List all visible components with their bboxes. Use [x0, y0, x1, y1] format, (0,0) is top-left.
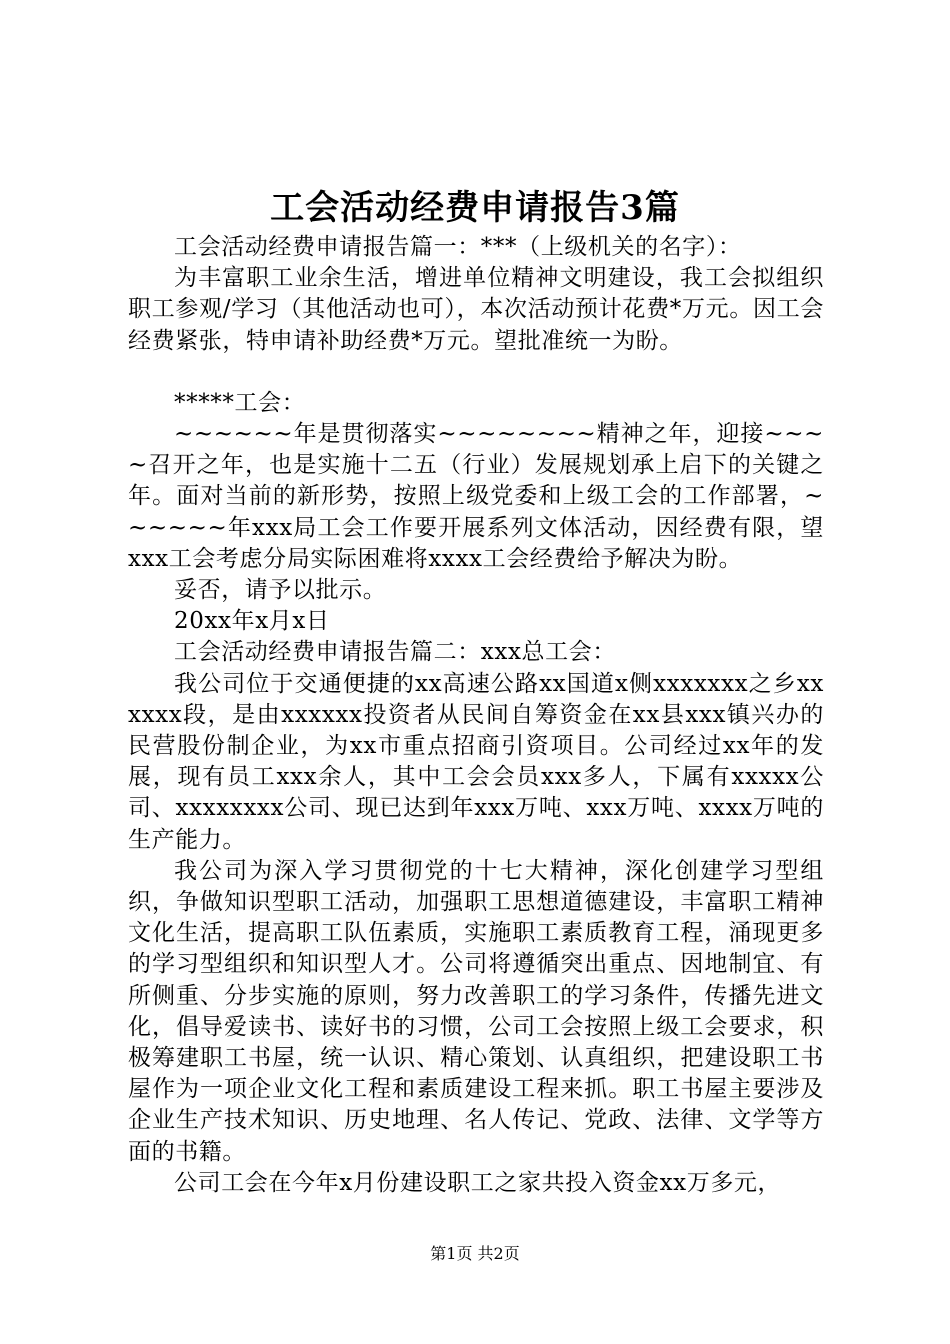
document-title: 工会活动经费申请报告3篇 [270, 188, 680, 228]
paragraph: 工会活动经费申请报告篇一：***（上级机关的名字）： [174, 234, 742, 260]
paragraph-date: 20xx年x月x日 [174, 608, 330, 635]
page-number-footer: 第1页 共2页 [430, 1244, 520, 1263]
paragraph: *****工会： [174, 389, 306, 416]
paragraph: 我公司为深入学习贯彻党的十七大精神，深化创建学习型组织，争做知识型职工活动，加强职工思想道德建设，丰富职工精神文化生活，提高职工队伍素质，实施职工素质教育工程，涌现更多的学习型组织和知识型人才。公司将遵循突出重点、因地制宜、有所侧重、分步实施的原则，努力改善职工的学习条件，传播先进文化，倡导爱读书、读好书的习惯，公司工会按照上级工会要求，积极筹建职工书屋，统一认识、精心策划、认真组织，把建设职工书屋作为一项企业文化工程和素质建设工程来抓。职工书屋主要涉及企业生产技术知识、历史地理、名人传记、党政、法律、文学等方面的书籍。 [128, 857, 824, 1165]
document-body [128, 232, 824, 1199]
paragraph: 工会活动经费申请报告篇二：xxx总工会： [174, 639, 616, 666]
paragraph: ~~~~~~年是贯彻落实~~~~~~~~精神之年，迎接~~~~召开之年，也是实施十二五（行业）发展规划承上启下的关键之年。面对当前的新形势，按照上级党委和上级工会的工作部署，~~~~~~年xxx局工会工作要开展系列文体活动，因经费有限，望xxx工会考虑分局实际困难将xxxx工会经费给予解决为盼。 [128, 421, 824, 572]
paragraph: 为丰富职工业余生活，增进单位精神文明建设，我工会拟组织职工参观/学习（其他活动也可），本次活动预计花费*万元。因工会经费紧张，特申请补助经费*万元。望批准统一为盼。 [128, 265, 824, 354]
paragraph: 我公司位于交通便捷的xx高速公路xx国道x侧xxxxxxx之乡xxxxxx段，是由xxxxxx投资者从民间自筹资金在xx县xxx镇兴办的民营股份制企业，为xx市重点招商引资项目。公司经过xx年的发展，现有员工xxx余人，其中工会会员xxx多人，下属有xxxxx公司、xxxxxxxx公司、现已达到年xxx万吨、xxx万吨、xxxx万吨的生产能力。 [128, 670, 824, 853]
paragraph: 公司工会在今年x月份建设职工之家共投入资金xx万多元， [174, 1169, 782, 1196]
paragraph: 妥否，请予以批示。 [174, 577, 387, 604]
